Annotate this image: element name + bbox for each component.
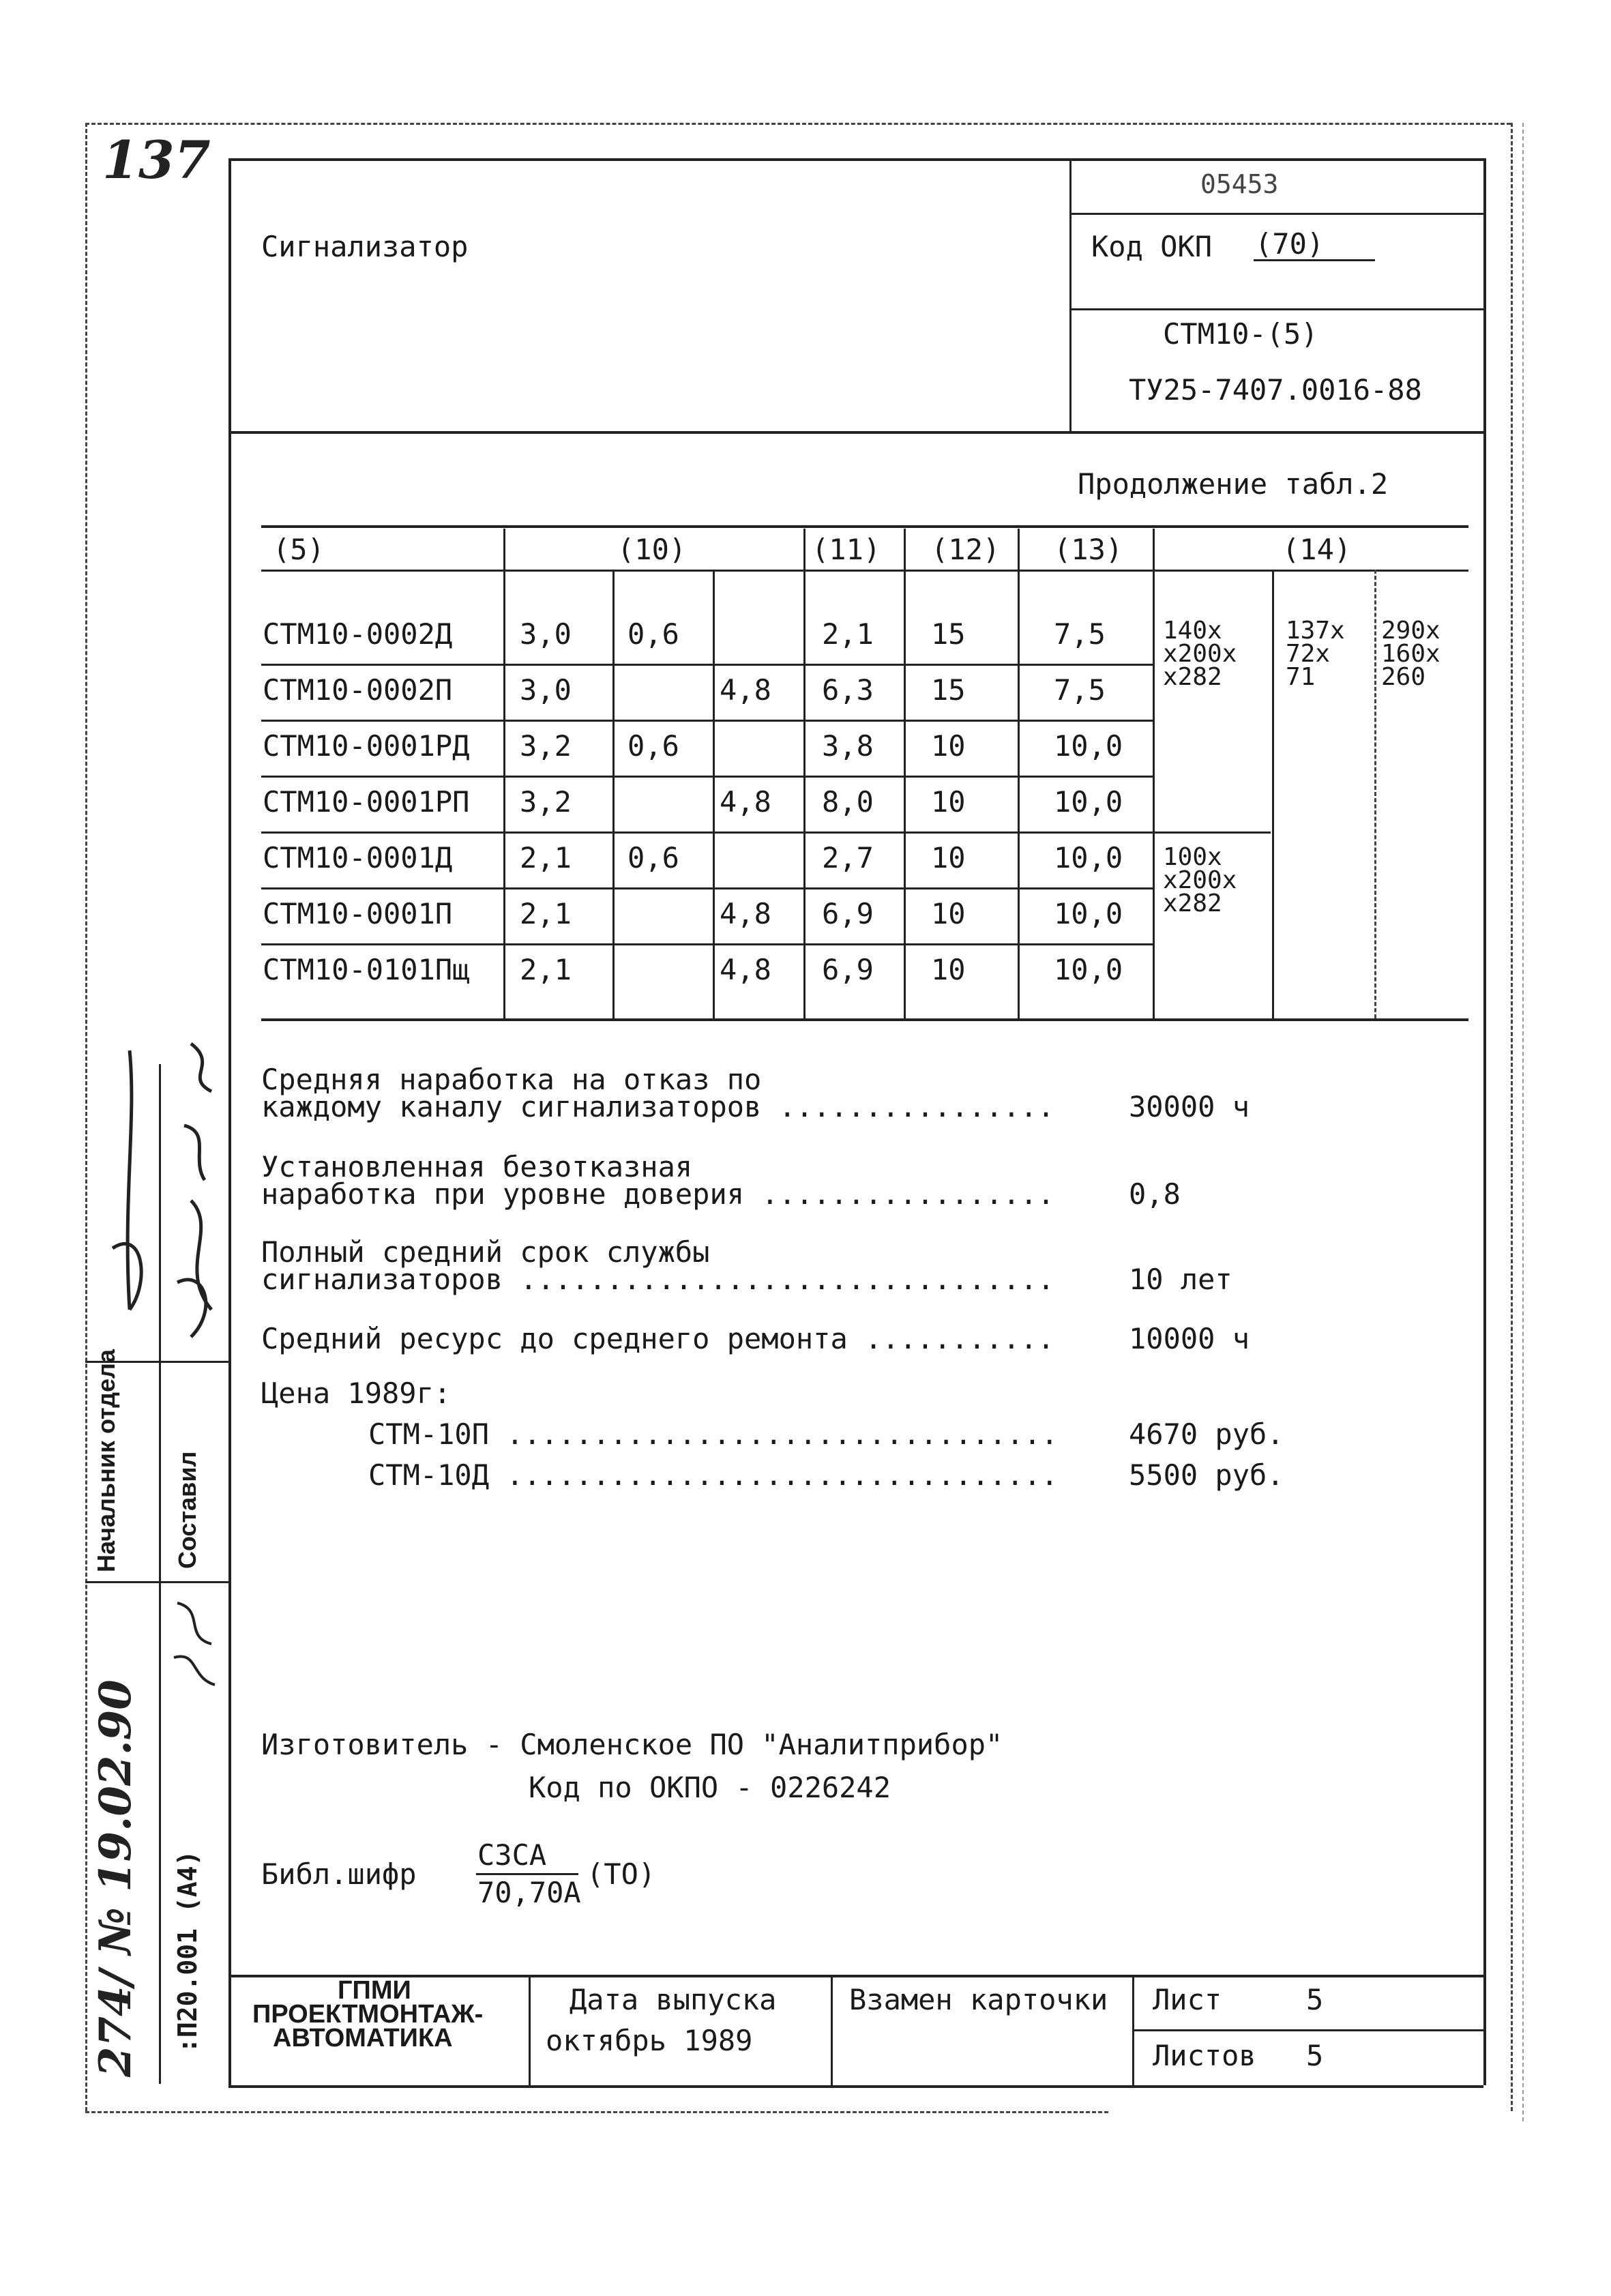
price-label: Цена 1989г:	[261, 1377, 452, 1410]
spec-3-line1: Полный средний срок службы	[261, 1235, 710, 1269]
row-7-c10c: 4,8	[720, 953, 771, 986]
spec-4-value: 10000 ч	[1129, 1322, 1250, 1355]
row-5-c11: 2,7	[822, 841, 874, 874]
price-item-2-value: 5500 руб.	[1129, 1458, 1284, 1492]
row-4-c10c: 4,8	[720, 785, 771, 819]
col-line-14	[1153, 529, 1155, 1018]
price-item-2-name: СТМ-10Д ................................	[368, 1458, 1059, 1492]
library-denominator: 70,70А	[477, 1876, 581, 1909]
row-5-model: СТМ10-0001Д	[263, 841, 453, 874]
footer-top-line	[228, 1975, 1483, 1977]
footer-sheet-label: Лист	[1153, 1983, 1222, 2016]
library-fraction-line	[476, 1873, 578, 1875]
row-line-2	[261, 720, 1153, 722]
dim-c2: 160х	[1381, 640, 1440, 668]
header-col-5: (5)	[273, 533, 325, 566]
row-7-c12: 10	[931, 953, 966, 986]
row-5-c13: 10,0	[1054, 841, 1123, 874]
spec-2-line2: наработка при уровне доверия .................	[261, 1177, 1055, 1211]
page-number: 137	[102, 130, 211, 190]
side-form-code: :П20.001 (А4)	[173, 1850, 203, 2053]
okp-underline	[1254, 259, 1375, 261]
row-line-4	[261, 831, 1271, 834]
frame-right-dashed	[1511, 123, 1513, 2111]
col-line-10c	[713, 570, 715, 1018]
product-name: Сигнализатор	[261, 230, 469, 263]
row-1-c13: 7,5	[1054, 617, 1106, 651]
header-divider-v	[1069, 158, 1071, 431]
row-7-c11: 6,9	[822, 953, 874, 986]
row-line-5	[261, 887, 1153, 889]
row-6-c10c: 4,8	[720, 897, 771, 930]
row-1-model: СТМ10-0002Д	[263, 617, 453, 651]
dim-a3: х282	[1163, 663, 1222, 691]
row-3-c10b: 0,6	[627, 729, 679, 763]
dim-a2: х200х	[1163, 640, 1237, 668]
dim-a1: 140х	[1163, 617, 1222, 645]
edge-artifact	[1522, 123, 1524, 2121]
footer-org-line2: ПРОЕКТМОНТАЖ-	[252, 2000, 484, 2029]
side-head-label: Начальник отдела	[92, 1349, 120, 1572]
library-label: Библ.шифр	[261, 1857, 417, 1891]
dim-b3: 71	[1286, 663, 1316, 691]
spec-1-line2: каждому каналу сигнализаторов ................	[261, 1090, 1055, 1123]
row-6-c13: 10,0	[1054, 897, 1123, 930]
row-6-c12: 10	[931, 897, 966, 930]
manufacturer-line1: Изготовитель - Смоленское ПО "Аналитприбор"	[261, 1728, 1003, 1761]
row-7-model: СТМ10-0101Пщ	[263, 953, 470, 986]
spec-4-line: Средний ресурс до среднего ремонта ...........	[261, 1322, 1055, 1355]
model-code: СТМ10-(5)	[1163, 317, 1318, 351]
dim-d1: 100х	[1163, 843, 1222, 871]
row-6-model: СТМ10-0001П	[263, 897, 453, 930]
header-col-11: (11)	[812, 533, 881, 566]
row-4-c11: 8,0	[822, 785, 874, 819]
row-1-c10b: 0,6	[627, 617, 679, 651]
row-2-c13: 7,5	[1054, 673, 1106, 707]
row-6-c10a: 2,1	[520, 897, 572, 930]
side-strip-line-2	[85, 1581, 228, 1583]
footer-div-1	[529, 1975, 531, 2085]
header-col-13: (13)	[1054, 533, 1123, 566]
dim-b2: 72х	[1286, 640, 1331, 668]
row-5-c10a: 2,1	[520, 841, 572, 874]
spec-2-value: 0,8	[1129, 1177, 1181, 1211]
footer-sheet-line	[1132, 2029, 1483, 2031]
ref-number: 05453	[1200, 169, 1279, 199]
row-6-c11: 6,9	[822, 897, 874, 930]
price-item-1-value: 4670 руб.	[1129, 1417, 1284, 1451]
row-3-c11: 3,8	[822, 729, 874, 763]
row-3-c10a: 3,2	[520, 729, 572, 763]
footer-date-value: октябрь 1989	[546, 2024, 753, 2057]
header-divider-h1	[1069, 213, 1483, 215]
card-bottom-border	[228, 2085, 1483, 2088]
frame-bottom-dashed	[85, 2111, 1108, 2113]
footer-replace-label: Взамен карточки	[849, 1983, 1108, 2016]
card-right-border	[1483, 158, 1486, 2085]
table-continuation: Продолжение табл.2	[1078, 467, 1389, 501]
footer-sheet-value: 5	[1306, 1983, 1324, 2016]
row-2-c11: 6,3	[822, 673, 874, 707]
row-4-c13: 10,0	[1054, 785, 1123, 819]
library-suffix: (ТО)	[587, 1857, 656, 1891]
header-bottom-border	[228, 431, 1483, 434]
row-5-c10b: 0,6	[627, 841, 679, 874]
initials-icon	[164, 1589, 228, 1698]
frame-left-dashed	[85, 123, 87, 2111]
okp-label: Код ОКП	[1091, 230, 1213, 263]
spec-3-line2: сигнализаторов ...............................	[261, 1263, 1055, 1296]
okp-value: (70)	[1255, 227, 1325, 261]
row-1-c11: 2,1	[822, 617, 874, 651]
footer-date-label: Дата выпуска	[570, 1983, 777, 2016]
row-2-c10c: 4,8	[720, 673, 771, 707]
row-4-model: СТМ10-0001РП	[263, 785, 470, 819]
dim-c1: 290х	[1381, 617, 1440, 645]
row-2-model: СТМ10-0002П	[263, 673, 453, 707]
row-2-c12: 15	[931, 673, 966, 707]
dim-b1: 137х	[1286, 617, 1345, 645]
dim-d2: х200х	[1163, 866, 1237, 894]
dim-d3: х282	[1163, 889, 1222, 917]
spec-1-line1: Средняя наработка на отказ по	[261, 1063, 762, 1096]
col-line-14b	[1272, 570, 1274, 1018]
header-col-14: (14)	[1282, 533, 1352, 566]
row-5-c12: 10	[931, 841, 966, 874]
library-numerator: СЗСА	[477, 1838, 547, 1872]
row-3-c12: 10	[931, 729, 966, 763]
col-line-10b	[612, 570, 615, 1018]
row-line-6	[261, 943, 1153, 945]
side-composer-label: Составил	[173, 1451, 201, 1569]
frame-top-dashed	[85, 123, 1511, 125]
row-7-c10a: 2,1	[520, 953, 572, 986]
footer-sheets-value: 5	[1306, 2039, 1324, 2072]
row-1-c12: 15	[931, 617, 966, 651]
spec-1-value: 30000 ч	[1129, 1090, 1250, 1123]
table-top-line	[261, 525, 1468, 528]
row-4-c10a: 3,2	[520, 785, 572, 819]
row-line-3	[261, 776, 1153, 778]
side-handwritten-date: 274/ № 19.02.90	[90, 1679, 141, 2077]
footer-org-line3: АВТОМАТИКА	[273, 2024, 453, 2052]
footer-org-line1: ГПМИ	[338, 1976, 411, 2005]
signature-icon	[89, 1023, 232, 1364]
card-top-border	[228, 158, 1483, 161]
spec-2-line1: Установленная безотказная	[261, 1150, 693, 1183]
price-item-1-name: СТМ-10П ................................	[368, 1417, 1059, 1451]
row-3-c13: 10,0	[1054, 729, 1123, 763]
header-col-12: (12)	[931, 533, 1001, 566]
footer-div-2	[831, 1975, 833, 2085]
manufacturer-line2: Код по ОКПО - 0226242	[529, 1771, 891, 1804]
table-bottom-line	[261, 1018, 1468, 1021]
row-7-c13: 10,0	[1054, 953, 1123, 986]
col-line-14c	[1374, 570, 1376, 1018]
header-col-10: (10)	[617, 533, 687, 566]
row-4-c12: 10	[931, 785, 966, 819]
row-2-c10a: 3,0	[520, 673, 572, 707]
header-divider-h2	[1069, 308, 1483, 310]
table-header-line	[261, 570, 1468, 572]
row-1-c10a: 3,0	[520, 617, 572, 651]
footer-sheets-label: Листов	[1153, 2039, 1256, 2072]
dim-c3: 260	[1381, 663, 1426, 691]
spec-tu: ТУ25-7407.0016-88	[1129, 373, 1422, 407]
row-line-1	[261, 664, 1153, 666]
row-3-model: СТМ10-0001РД	[263, 729, 470, 763]
spec-3-value: 10 лет	[1129, 1263, 1232, 1296]
